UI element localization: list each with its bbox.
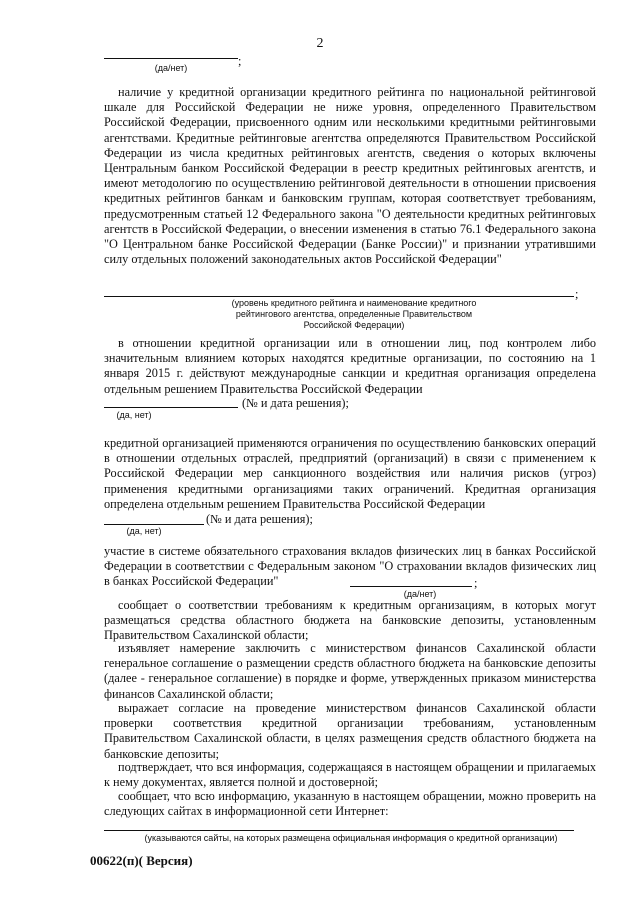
sites-blank (104, 830, 574, 831)
confirm-paragraph: подтверждает, что вся информация, содержащаяся в настоящем обращении и прилагаемых к нему документах, является полной и достоверной; (104, 760, 596, 790)
restrictions-blank (104, 524, 204, 525)
restrictions-decision: (№ и дата решения); (206, 512, 313, 526)
footer-code: 00622(п)( Версия) (90, 853, 193, 868)
sanctions-yes-no-caption: (да, нет) (116, 410, 152, 420)
rating-blank (104, 296, 574, 297)
insurance-yes-no-caption: (да/нет) (403, 589, 437, 599)
semicolon-3: ; (474, 576, 478, 590)
insurance-blank (350, 586, 472, 587)
sanctions-decision: (№ и дата решения); (242, 396, 349, 410)
sanctions-blank (104, 407, 238, 408)
sites-caption: (указываются сайты, на которых размещена официальная информация о кредитной организации) (144, 833, 558, 843)
sites-paragraph: сообщает, что всю информацию, указанную в настоящем обращении, можно проверить на следующих сайтах в информационной сети Интернет: (104, 789, 596, 819)
page-number: 2 (316, 36, 324, 51)
report-paragraph: сообщает о соответствии требованиям к кредитным организациям, в которых могут размещаться средства областного бюджета на банковские депозиты, установленным Правительством Сахалинской области; (104, 598, 596, 643)
sanctions-paragraph: в отношении кредитной организации или в отношении лиц, под контролем либо значительным влиянием которых находятся кредитные организации, по состоянию на 1 января 2015 г. действуют международные санкции и кредитная организация определена отдельным решением Правительства Российской Федерации (104, 336, 596, 396)
semicolon-2: ; (575, 287, 579, 301)
yes-no-blank-1 (104, 58, 238, 59)
consent-paragraph: выражает согласие на проведение министерством финансов Сахалинской области проверки соответствия кредитной организации требованиям, установленным Правительством Сахалинской области, в целях размещения средств областного бюджета на банковские депозиты; (104, 701, 596, 761)
semicolon-1: ; (238, 54, 242, 68)
insurance-paragraph: участие в системе обязательного страхования вкладов физических лиц в банках Российской Федерации в соответствии с Федеральным законом "О страховании вкладов физических лиц в банках Российской Федерации" (104, 544, 596, 589)
intent-paragraph: изъявляет намерение заключить с министерством финансов Сахалинской области генеральное соглашение о размещении средств областного бюджета на банковские депозиты (далее - генеральное соглашение) в порядке и форме, утвержденных приказом министерства финансов Сахалинской области; (104, 641, 596, 701)
rating-caption: (уровень кредитного рейтинга и наименование кредитного рейтингового агентства, определенные Правительством Российской Федерации) (231, 298, 477, 330)
restrictions-paragraph: кредитной организацией применяются ограничения по осуществлению банковских операций в отношении отдельных отраслей, предприятий (организаций) в связи с применением к Российской Федерации мер санкционного воздействия или наличия рисков (угроз) применения кредитными организациями таких ограничений. Кредитная организация определена отдельным решением Правительства Российской Федерации (104, 436, 596, 511)
yes-no-caption-1: (да/нет) (154, 63, 188, 73)
rating-paragraph: наличие у кредитной организации кредитного рейтинга по национальной рейтинговой шкале для Российской Федерации не ниже уровня, определенного Правительством Российской Федерации, присвоенного одним или несколькими кредитными рейтинговыми агентствами. Кредитные рейтинговые агентства определяются Правительством Российской Федерации из числа кредитных рейтинговых агентств, сведения о которых включены Центральным банком Российской Федерации в реестр кредитных рейтинговых агентств, и имеют методологию по осуществлению рейтинговой деятельности в отношении присвоения кредитных рейтингов банкам и банковским группам, которая соответствует требованиям, предусмотренным статьей 12 Федерального закона "О деятельности кредитных рейтинговых агентств в Российской Федерации, о внесении изменения в статью 76.1 Федерального закона "О Центральном банке Российской Федерации (Банке России)" и признании утратившими силу отдельных положений законодательных актов Российской Федерации" (104, 85, 596, 267)
restrictions-yes-no-caption: (да, нет) (126, 526, 162, 536)
